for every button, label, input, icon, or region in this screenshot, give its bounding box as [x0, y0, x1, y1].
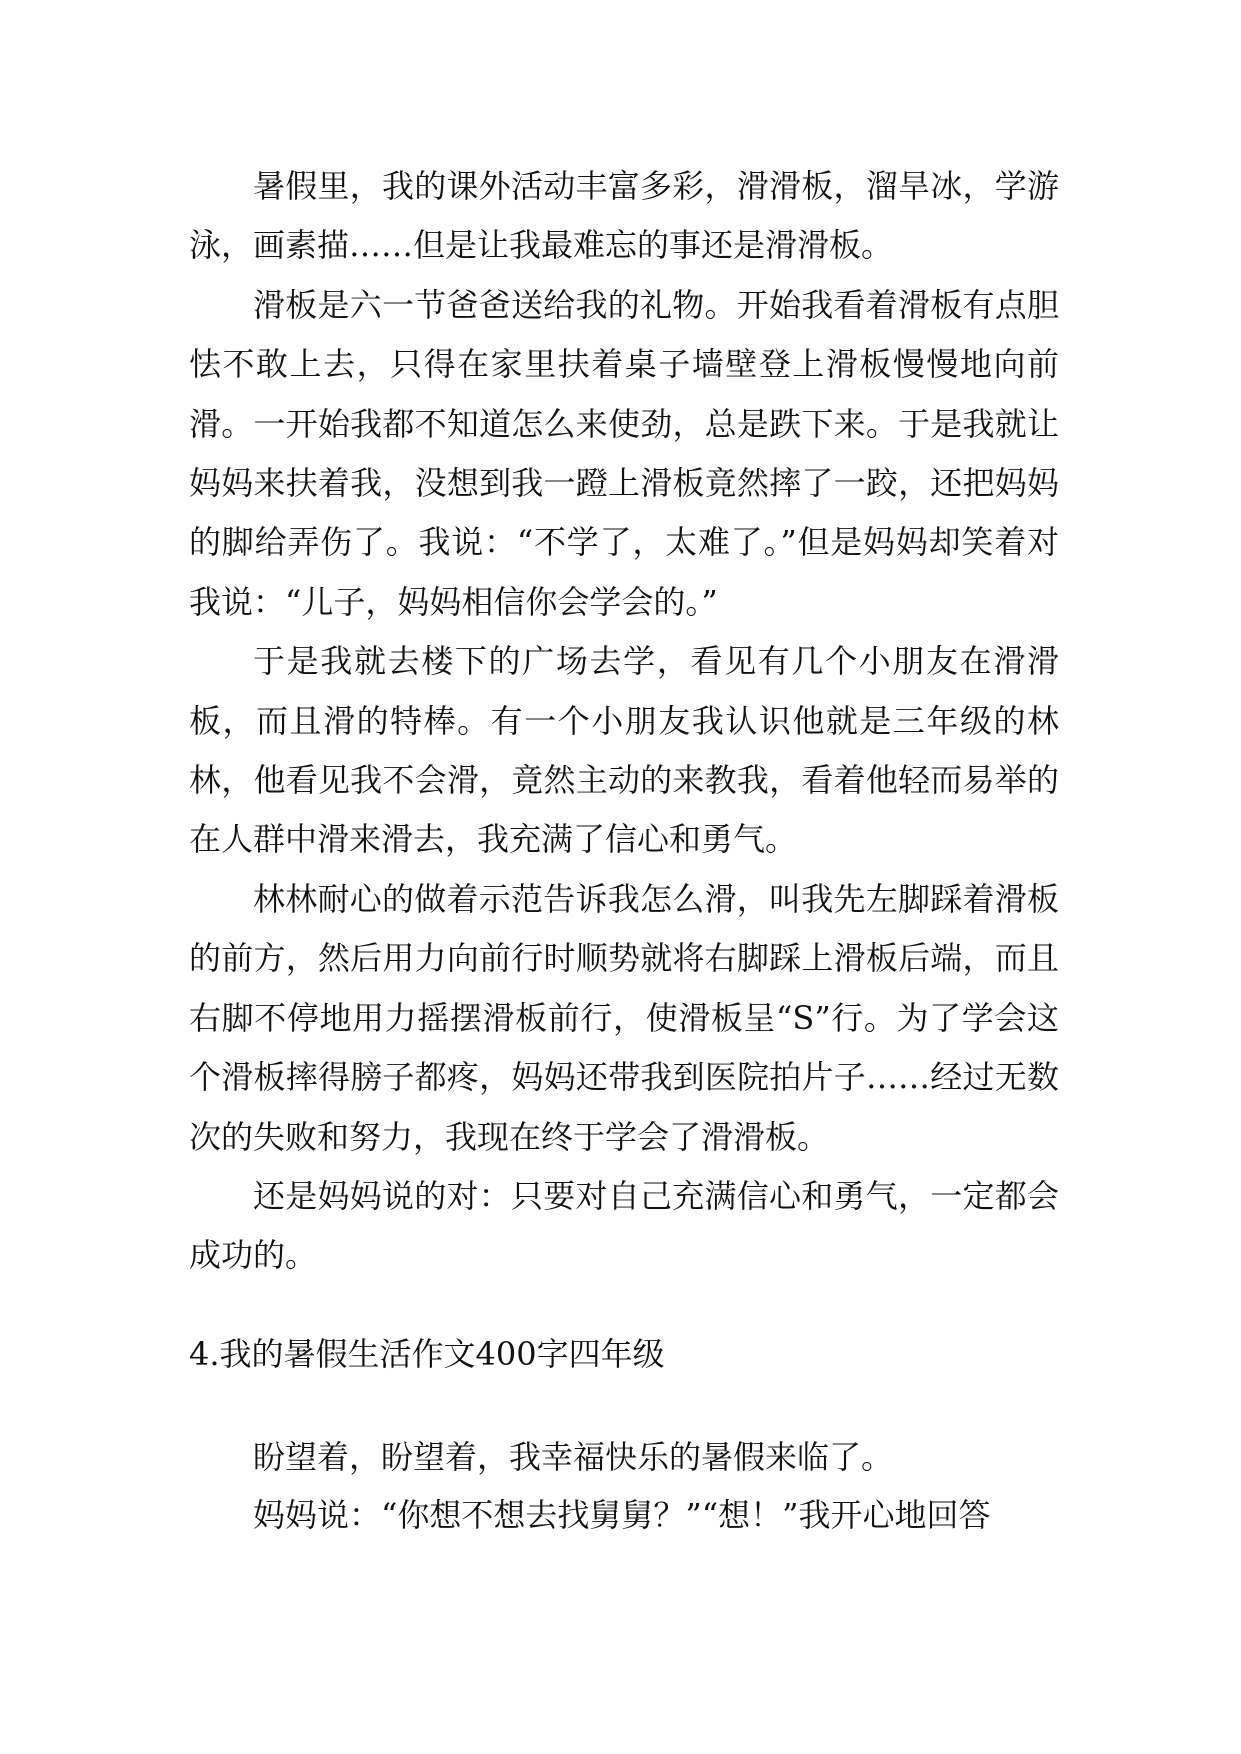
essay-heading: 4.我的暑假生活作文400字四年级: [189, 1334, 665, 1373]
paragraph: 妈妈说：“你想不想去找舅舅？”“想！”我开心地回答: [253, 1496, 991, 1535]
essay-section-2: [189, 1428, 1059, 1544]
paragraph: 滑板是六一节爸爸送给我的礼物。开始我看着滑板有点胆怯不敢上去，只得在家里扶着桌子墙壁登上滑板慢慢地向前滑。一开始我都不知道怎么来使劲，总是跌下来。于是我就让妈妈来扶着我，没想到我一蹬上滑板竟然摔了一跤，还把妈妈的脚给弄伤了。我说：“不学了，太难了。”但是妈妈却笑着对我说：“儿子，妈妈相信你会学会的。”: [189, 285, 1059, 621]
paragraph: 盼望着，盼望着，我幸福快乐的暑假来临了。: [253, 1438, 894, 1477]
paragraph: 于是我就去楼下的广场去学，看见有几个小朋友在滑滑板，而且滑的特棒。有一个小朋友我认识他就是三年级的林林，他看见我不会滑，竟然主动的来教我，看着他轻而易举的在人群中滑来滑去，我充满了信心和勇气。: [189, 642, 1059, 859]
paragraph: 暑假里，我的课外活动丰富多彩，滑滑板，溜旱冰，学游泳，画素描……但是让我最难忘的事还是滑滑板。: [189, 167, 1059, 265]
paragraph: 还是妈妈说的对：只要对自己充满信心和勇气，一定都会成功的。: [189, 1176, 1059, 1275]
essay-section-1: [189, 157, 1059, 1286]
paragraph: 林林耐心的做着示范告诉我怎么滑，叫我先左脚踩着滑板的前方，然后用力向前行时顺势就将右脚踩上滑板后端，而且右脚不停地用力摇摆滑板前行，使滑板呈“S”行。为了学会这个滑板摔得膀子都疼，妈妈还带我到医院拍片子……经过无数次的失败和努力，我现在终于学会了滑滑板。: [189, 879, 1059, 1156]
document-page: [189, 157, 1059, 1544]
